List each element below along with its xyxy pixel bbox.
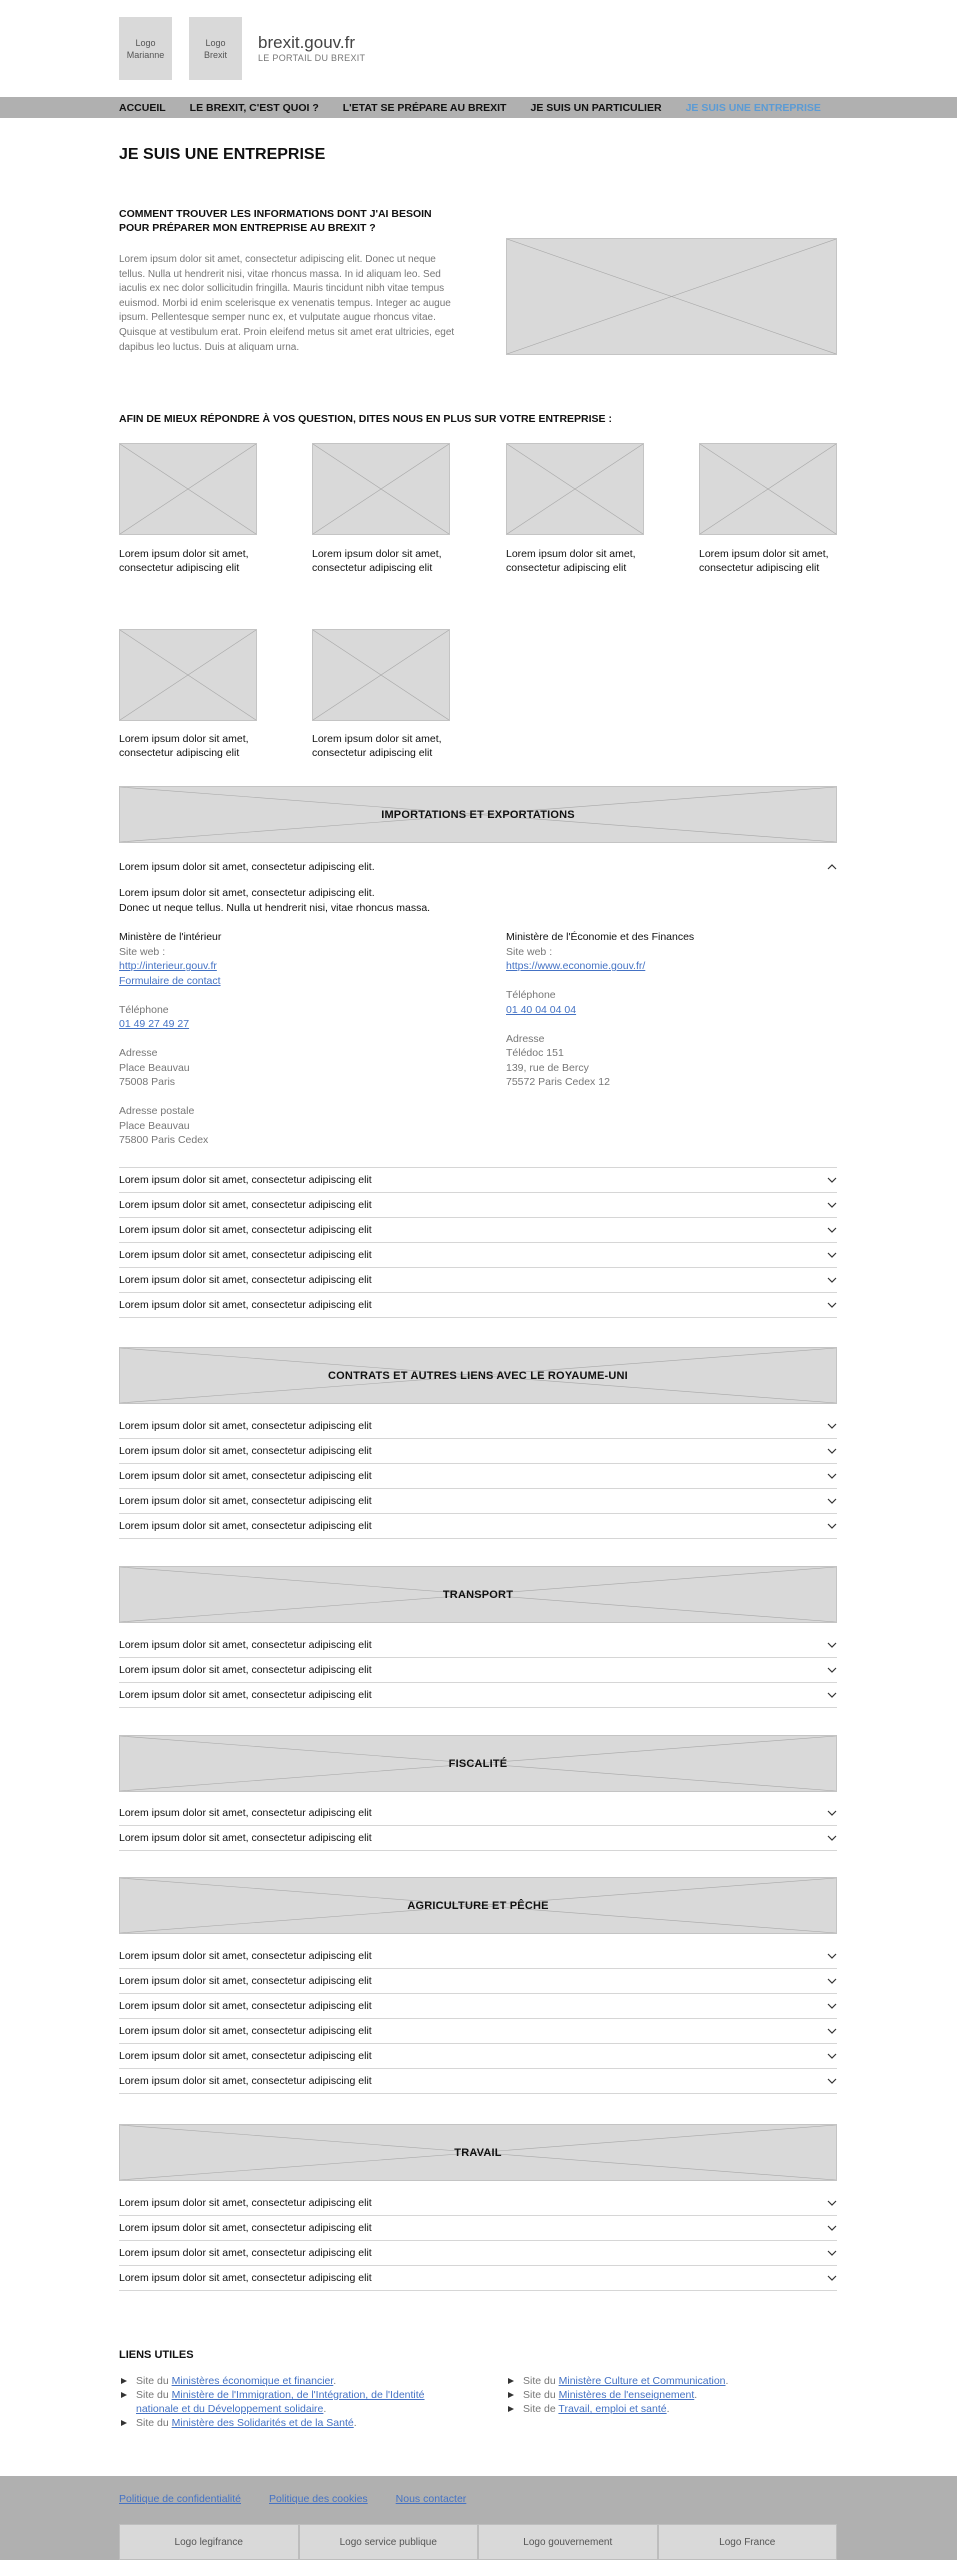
accordion-item[interactable] bbox=[119, 1293, 837, 1318]
liens-link[interactable]: Ministère Culture et Communication bbox=[558, 2375, 726, 2387]
open-text-1: Lorem ipsum dolor sit amet, consectetur adipiscing elit. bbox=[119, 887, 375, 899]
accordion-item-label: Lorem ipsum dolor sit amet, consectetur adipiscing elit bbox=[119, 1689, 372, 1701]
accordion-item-label: Lorem ipsum dolor sit amet, consectetur adipiscing elit bbox=[119, 2025, 372, 2037]
accordion-item-label: Lorem ipsum dolor sit amet, consectetur adipiscing elit bbox=[119, 2050, 372, 2062]
accordion-item[interactable] bbox=[119, 1464, 837, 1489]
chevron-down-icon[interactable] bbox=[827, 1976, 837, 1986]
tel-label: Téléphone bbox=[506, 989, 556, 1001]
liens-item bbox=[119, 2416, 459, 2430]
accordion-item[interactable] bbox=[119, 1633, 837, 1658]
liens-utiles-title: LIENS UTILES bbox=[119, 2349, 194, 2361]
chevron-down-icon[interactable] bbox=[827, 1275, 837, 1285]
section-title: FISCALITÉ bbox=[448, 1757, 508, 1770]
logo-brexit-label: Logo Brexit bbox=[203, 37, 227, 60]
liens-item bbox=[506, 2374, 806, 2388]
chevron-down-icon[interactable] bbox=[827, 2076, 837, 2086]
site-label: Site web : bbox=[119, 945, 166, 958]
card-text[interactable]: Lorem ipsum dolor sit amet, consectetur adipiscing elit bbox=[312, 548, 442, 574]
nav-item-entreprise[interactable]: JE SUIS UNE ENTREPRISE bbox=[685, 101, 821, 114]
card-image[interactable] bbox=[506, 443, 644, 535]
placeholder-cross-icon bbox=[313, 444, 449, 534]
liens-link[interactable]: Travail, emploi et santé bbox=[558, 2403, 667, 2415]
liens-list-right bbox=[506, 2374, 806, 2416]
accordion-item-label: Lorem ipsum dolor sit amet, consectetur adipiscing elit bbox=[119, 1950, 372, 1962]
logo-marianne[interactable] bbox=[119, 17, 172, 80]
section-banner-transport bbox=[119, 1566, 837, 1623]
section-title: TRAVAIL bbox=[454, 2146, 502, 2159]
card-text[interactable]: Lorem ipsum dolor sit amet, consectetur adipiscing elit bbox=[699, 548, 829, 574]
chevron-down-icon[interactable] bbox=[827, 2001, 837, 2011]
accordion-item-label: Lorem ipsum dolor sit amet, consectetur adipiscing elit bbox=[119, 1832, 372, 1844]
accordion-item[interactable] bbox=[119, 1414, 837, 1439]
contact-column-economie bbox=[506, 930, 694, 1090]
footer-link-confidentialite[interactable]: Politique de confidentialité bbox=[119, 2493, 242, 2505]
accordion-item-label: Lorem ipsum dolor sit amet, consectetur adipiscing elit bbox=[119, 1224, 372, 1236]
chevron-down-icon[interactable] bbox=[827, 2051, 837, 2061]
footer-link-cookies[interactable]: Politique des cookies bbox=[269, 2493, 368, 2505]
card-image[interactable] bbox=[699, 443, 837, 535]
liens-suffix: . bbox=[666, 2403, 670, 2415]
liens-suffix: . bbox=[323, 2403, 327, 2415]
accordion-item[interactable] bbox=[119, 1268, 837, 1293]
chevron-down-icon[interactable] bbox=[827, 1640, 837, 1650]
footer bbox=[0, 2476, 957, 2560]
liens-link[interactable]: Ministère des Solidarités et de la Santé bbox=[171, 2417, 354, 2429]
org-name: Ministère de l'Économie et des Finances bbox=[506, 931, 695, 943]
accordion-item[interactable] bbox=[119, 1218, 837, 1243]
postal-label: Adresse postale bbox=[119, 1105, 195, 1117]
chevron-down-icon[interactable] bbox=[827, 1446, 837, 1456]
liens-prefix: Site du bbox=[136, 2417, 172, 2429]
postal-line: Place Beauvau bbox=[119, 1119, 190, 1132]
accordion-item[interactable] bbox=[119, 1826, 837, 1851]
placeholder-cross-icon bbox=[120, 630, 256, 720]
address-line: 75008 Paris bbox=[119, 1076, 176, 1088]
liens-suffix: . bbox=[353, 2417, 357, 2429]
accordion-item-label: Lorem ipsum dolor sit amet, consectetur adipiscing elit bbox=[119, 1807, 372, 1819]
address-line: Télédoc 151 bbox=[506, 1047, 564, 1059]
open-text-2: Donec ut neque tellus. Nulla ut hendrerit nisi, vitae rhoncus massa. bbox=[119, 901, 431, 914]
tel-link[interactable]: 01 49 27 49 27 bbox=[119, 1018, 190, 1030]
placeholder-cross-icon bbox=[313, 630, 449, 720]
accordion-open-content bbox=[119, 886, 837, 915]
site-name[interactable]: brexit.gouv.fr bbox=[258, 33, 356, 52]
accordion-item-open[interactable] bbox=[119, 854, 837, 879]
logo-brexit[interactable] bbox=[189, 17, 242, 80]
address-label: Adresse bbox=[119, 1047, 158, 1059]
accordion-item[interactable] bbox=[119, 1514, 837, 1539]
accordion-item-label: Lorem ipsum dolor sit amet, consectetur adipiscing elit bbox=[119, 2197, 372, 2209]
accordion-item[interactable] bbox=[119, 2019, 837, 2044]
liens-link[interactable]: Ministère de l'Immigration, de l'Intégration, de l'Identité nationale et du Développement solidaire bbox=[136, 2389, 425, 2415]
intro-text: Lorem ipsum dolor sit amet, consectetur adipiscing elit. Donec ut neque tellus. Nulla ut hendrerit nisi, vitae rhoncus massa. In id aliquam leo. Sed iaculis ex nec dolor sollicitudin fringilla. Mauris tincidunt nibh vitae tempus euismod. Morbi id enim scelerisque ex venenatis tempus. Integer ac augue ipsum. Pellentesque semper nunc ex, et vulputate augue rhoncus vitae. Quisque at vestibulum erat. Proin eleifend metus sit amet erat ultricies, eget dapibus leo luctus. Duis at aliquam urna. bbox=[119, 254, 455, 353]
liens-prefix: Site du bbox=[523, 2375, 559, 2387]
card-text[interactable]: Lorem ipsum dolor sit amet, consectetur adipiscing elit bbox=[119, 733, 249, 759]
main-nav bbox=[0, 97, 957, 118]
chevron-down-icon[interactable] bbox=[827, 2248, 837, 2258]
tel-label: Téléphone bbox=[119, 1003, 169, 1016]
card-text[interactable]: Lorem ipsum dolor sit amet, consectetur adipiscing elit bbox=[119, 548, 249, 574]
accordion-item-label: Lorem ipsum dolor sit amet, consectetur adipiscing elit bbox=[119, 2000, 372, 2012]
section-banner-agriculture bbox=[119, 1877, 837, 1934]
chevron-down-icon[interactable] bbox=[827, 1471, 837, 1481]
liens-item bbox=[506, 2388, 806, 2402]
card-text[interactable]: Lorem ipsum dolor sit amet, consectetur adipiscing elit bbox=[506, 548, 636, 574]
contact-column-interieur bbox=[119, 930, 221, 1148]
accordion-item-label: Lorem ipsum dolor sit amet, consectetur adipiscing elit bbox=[119, 1520, 372, 1532]
logo-gouvernement[interactable]: Logo gouvernement bbox=[478, 2524, 658, 2560]
card-text[interactable]: Lorem ipsum dolor sit amet, consectetur adipiscing elit bbox=[312, 733, 442, 759]
accordion-item[interactable] bbox=[119, 1801, 837, 1826]
accordion-item[interactable] bbox=[119, 2069, 837, 2094]
accordion-item-label: Lorem ipsum dolor sit amet, consectetur adipiscing elit. bbox=[119, 860, 375, 873]
chevron-down-icon[interactable] bbox=[827, 1300, 837, 1310]
placeholder-cross-icon bbox=[507, 239, 836, 354]
accordion-item[interactable] bbox=[119, 1994, 837, 2019]
address-line: Place Beauvau bbox=[119, 1061, 190, 1074]
liens-item bbox=[119, 2388, 459, 2416]
logo-france[interactable]: Logo France bbox=[658, 2524, 838, 2560]
card-image[interactable] bbox=[312, 629, 450, 721]
accordion-item[interactable] bbox=[119, 1439, 837, 1464]
accordion-item-label: Lorem ipsum dolor sit amet, consectetur adipiscing elit bbox=[119, 1299, 372, 1311]
accordion-item-label: Lorem ipsum dolor sit amet, consectetur adipiscing elit bbox=[119, 1249, 372, 1261]
section-banner-fiscalite bbox=[119, 1735, 837, 1792]
site-link[interactable]: https://www.economie.gouv.fr/ bbox=[506, 960, 646, 972]
accordion-item-label: Lorem ipsum dolor sit amet, consectetur adipiscing elit bbox=[119, 1199, 372, 1211]
chevron-down-icon[interactable] bbox=[827, 1175, 837, 1185]
site-link[interactable]: http://interieur.gouv.fr bbox=[119, 960, 217, 972]
liens-suffix: . bbox=[694, 2389, 698, 2401]
accordion-item[interactable] bbox=[119, 2241, 837, 2266]
chevron-down-icon[interactable] bbox=[827, 1690, 837, 1700]
section-title: CONTRATS ET AUTRES LIENS AVEC LE ROYAUME-UNI bbox=[328, 1369, 628, 1382]
chevron-down-icon[interactable] bbox=[827, 1200, 837, 1210]
chevron-down-icon[interactable] bbox=[827, 2198, 837, 2208]
liens-prefix: Site du bbox=[136, 2375, 172, 2387]
chevron-down-icon[interactable] bbox=[827, 2223, 837, 2233]
card-image[interactable] bbox=[119, 629, 257, 721]
chevron-down-icon[interactable] bbox=[827, 2026, 837, 2036]
contact-form-link[interactable]: Formulaire de contact bbox=[119, 974, 221, 987]
address-line: 139, rue de Bercy bbox=[506, 1061, 589, 1074]
chevron-down-icon[interactable] bbox=[827, 1951, 837, 1961]
chevron-down-icon[interactable] bbox=[827, 1521, 837, 1531]
accordion-item[interactable] bbox=[119, 2191, 837, 2216]
accordion-item-label: Lorem ipsum dolor sit amet, consectetur adipiscing elit bbox=[119, 1975, 372, 1987]
accordion-item[interactable] bbox=[119, 2266, 837, 2291]
intro-title: COMMENT TROUVER LES INFORMATIONS DONT J'AI BESOIN POUR PRÉPARER MON ENTREPRISE AU BREXIT ? bbox=[119, 208, 432, 234]
accordion-item[interactable] bbox=[119, 1168, 837, 1193]
logo-marianne-label: Logo Marianne bbox=[126, 37, 165, 60]
nav-item-brexit[interactable]: LE BREXIT, C'EST QUOI ? bbox=[189, 101, 319, 114]
nav-item-particulier[interactable]: JE SUIS UN PARTICULIER bbox=[530, 101, 662, 114]
postal-line: 75800 Paris Cedex bbox=[119, 1134, 209, 1146]
accordion-item[interactable] bbox=[119, 1193, 837, 1218]
accordion-item-label: Lorem ipsum dolor sit amet, consectetur adipiscing elit bbox=[119, 1495, 372, 1507]
accordion-item-label: Lorem ipsum dolor sit amet, consectetur adipiscing elit bbox=[119, 1445, 372, 1457]
accordion-item-label: Lorem ipsum dolor sit amet, consectetur adipiscing elit bbox=[119, 2222, 372, 2234]
accordion-item-label: Lorem ipsum dolor sit amet, consectetur adipiscing elit bbox=[119, 1470, 372, 1482]
liens-prefix: Site du bbox=[136, 2389, 172, 2401]
tel-link[interactable]: 01 40 04 04 04 bbox=[506, 1003, 577, 1016]
chevron-down-icon[interactable] bbox=[827, 1496, 837, 1506]
chevron-down-icon[interactable] bbox=[827, 1250, 837, 1260]
accordion-item-label: Lorem ipsum dolor sit amet, consectetur adipiscing elit bbox=[119, 1174, 372, 1186]
chevron-down-icon[interactable] bbox=[827, 1225, 837, 1235]
nav-item-etat[interactable]: L'ETAT SE PRÉPARE AU BREXIT bbox=[342, 101, 507, 114]
nav-item-accueil[interactable]: ACCUEIL bbox=[119, 101, 166, 114]
accordion-item[interactable] bbox=[119, 1489, 837, 1514]
address-label: Adresse bbox=[506, 1032, 545, 1045]
section-title: IMPORTATIONS ET EXPORTATIONS bbox=[381, 808, 575, 821]
placeholder-cross-icon bbox=[120, 444, 256, 534]
section-banner-import bbox=[119, 786, 837, 843]
org-name: Ministère de l'intérieur bbox=[119, 931, 222, 943]
liens-link[interactable]: Ministères économique et financier bbox=[171, 2375, 334, 2387]
liens-item bbox=[119, 2374, 459, 2388]
logo-service-publique[interactable]: Logo service publique bbox=[299, 2524, 479, 2560]
accordion-item-label: Lorem ipsum dolor sit amet, consectetur adipiscing elit bbox=[119, 2075, 372, 2087]
accordion-item[interactable] bbox=[119, 1969, 837, 1994]
accordion-item[interactable] bbox=[119, 1658, 837, 1683]
accordion-item-label: Lorem ipsum dolor sit amet, consectetur adipiscing elit bbox=[119, 1274, 372, 1286]
placeholder-cross-icon bbox=[507, 444, 643, 534]
logo-legifrance[interactable]: Logo legifrance bbox=[119, 2524, 299, 2560]
accordion-item-label: Lorem ipsum dolor sit amet, consectetur adipiscing elit bbox=[119, 1420, 372, 1432]
chevron-down-icon[interactable] bbox=[827, 1421, 837, 1431]
accordion-item[interactable] bbox=[119, 1944, 837, 1969]
chevron-down-icon[interactable] bbox=[827, 1665, 837, 1675]
section-title: TRANSPORT bbox=[442, 1588, 514, 1601]
chevron-up-icon[interactable] bbox=[827, 862, 837, 872]
chevron-down-icon[interactable] bbox=[827, 2273, 837, 2283]
accordion-item-label: Lorem ipsum dolor sit amet, consectetur adipiscing elit bbox=[119, 1664, 372, 1676]
accordion-item-label: Lorem ipsum dolor sit amet, consectetur adipiscing elit bbox=[119, 1639, 372, 1651]
address-line: 75572 Paris Cedex 12 bbox=[506, 1076, 610, 1088]
card-image[interactable] bbox=[119, 443, 257, 535]
footer-link-contact[interactable]: Nous contacter bbox=[395, 2493, 467, 2505]
section-banner-travail bbox=[119, 2124, 837, 2181]
site-tagline: LE PORTAIL DU BREXIT bbox=[258, 53, 366, 63]
liens-list-left bbox=[119, 2374, 459, 2430]
accordion-item-label: Lorem ipsum dolor sit amet, consectetur adipiscing elit bbox=[119, 2272, 372, 2284]
placeholder-cross-icon bbox=[700, 444, 836, 534]
card-image[interactable] bbox=[312, 443, 450, 535]
section-banner-contrats bbox=[119, 1347, 837, 1404]
site-label: Site web : bbox=[506, 945, 553, 958]
accordion-item[interactable] bbox=[119, 2044, 837, 2069]
accordion-item[interactable] bbox=[119, 2216, 837, 2241]
liens-suffix: . bbox=[725, 2375, 729, 2387]
liens-prefix: Site du bbox=[523, 2389, 559, 2401]
accordion-item[interactable] bbox=[119, 1683, 837, 1708]
liens-link[interactable]: Ministères de l'enseignement bbox=[558, 2389, 695, 2401]
section-title: AGRICULTURE ET PÊCHE bbox=[407, 1899, 549, 1912]
chevron-down-icon[interactable] bbox=[827, 1808, 837, 1818]
liens-item bbox=[506, 2402, 806, 2416]
accordion-item[interactable] bbox=[119, 1243, 837, 1268]
liens-suffix: . bbox=[333, 2375, 337, 2387]
liens-prefix: Site de bbox=[523, 2403, 559, 2415]
accordion-item-label: Lorem ipsum dolor sit amet, consectetur adipiscing elit bbox=[119, 2247, 372, 2259]
question-title: AFIN DE MIEUX RÉPONDRE À VOS QUESTION, DITES NOUS EN PLUS SUR VOTRE ENTREPRISE : bbox=[119, 413, 612, 425]
chevron-down-icon[interactable] bbox=[827, 1833, 837, 1843]
page-title: JE SUIS UNE ENTREPRISE bbox=[119, 146, 326, 163]
intro-image-placeholder bbox=[506, 238, 837, 355]
